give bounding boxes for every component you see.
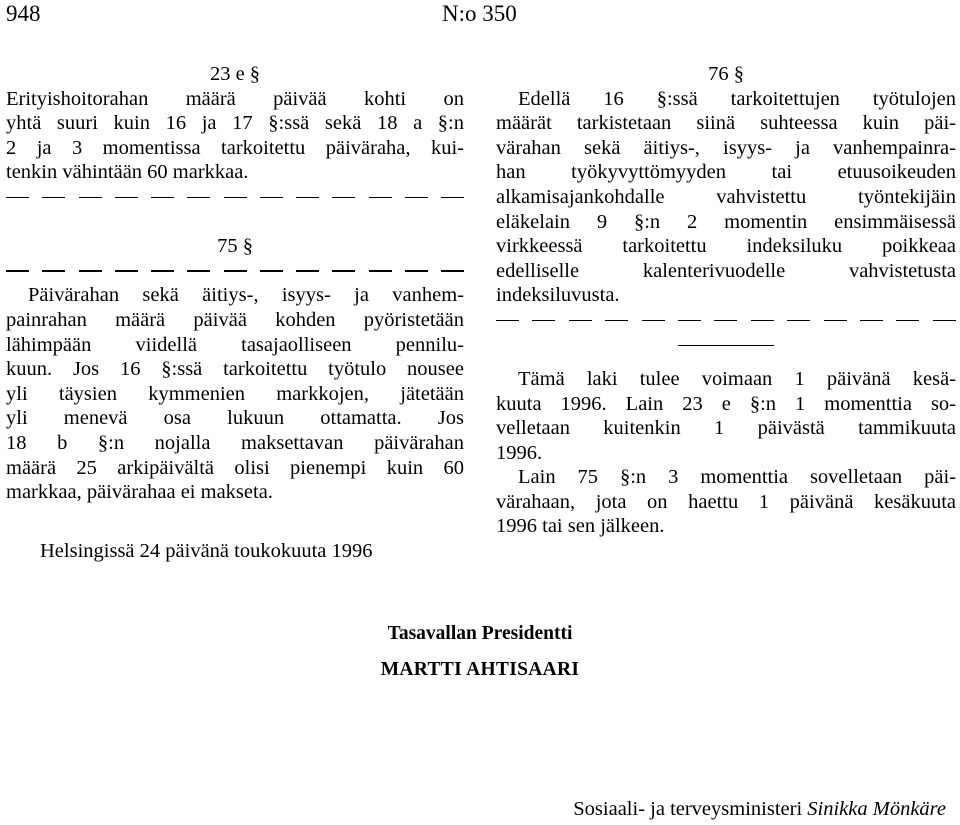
text-line: määrä 25 arkipäivältä olisi pienempi kuin 60 (6, 456, 464, 479)
text-line: 1996 tai sen jälkeen. (496, 515, 665, 538)
text-line: Edellä 16 §:ssä tarkoitettujen työtulojen (518, 87, 956, 110)
statute-number: N:o 350 (442, 1, 517, 26)
page-number: 948 (6, 1, 41, 26)
text-line: värahaan, jota on haettu 1 päivänä kesäkuuta (496, 490, 956, 513)
minister-name: Sinikka Mönkäre (807, 798, 946, 820)
president-name: MARTTI AHTISAARI (380, 659, 580, 680)
text-line: Päivärahan sekä äitiys-, isyys- ja vanhem- (28, 284, 464, 307)
minister-signature (573, 796, 946, 822)
text-line: eläkelain 9 §:n 2 momentin ensimmäisessä (496, 210, 956, 233)
text-line: yhtä suuri kuin 16 ja 17 §:ssä sekä 18 a §:n (6, 112, 464, 135)
text-line: tenkin vähintään 60 markkaa. (6, 161, 249, 184)
text-line: Lain 75 §:n 3 momenttia sovelletaan päi- (518, 466, 956, 489)
text-line: markkaa, päivärahaa ei makseta. (6, 481, 273, 504)
omission-dashes (496, 308, 956, 333)
text-line: määrät tarkistetaan siinä suhteessa kuin päi- (496, 112, 956, 135)
section-76-heading: 76 § (708, 63, 744, 85)
text-line: virkkeessä tarkoitettu indeksiluku poikkeaa (496, 235, 956, 258)
text-line: Tämä laki tulee voimaan 1 päivänä kesä- (518, 367, 956, 390)
signatory-office: Tasavallan Presidentti (387, 623, 573, 644)
text-line: velletaan kuitenkin 1 päivästä tammikuuta (496, 417, 956, 440)
minister-title: Sosiaali- ja terveysministeri (573, 798, 803, 820)
omission-dashes (6, 185, 464, 210)
text-line: yli menevä osa lukuun ottamatta. Jos (6, 407, 464, 430)
place-and-date: Helsingissä 24 päivänä toukokuuta 1996 (40, 540, 373, 562)
text-line: han työkyvyttömyyden tai etuusoikeuden (496, 161, 956, 184)
right-column (496, 62, 956, 539)
section-rule (678, 345, 774, 346)
section-75-heading: 75 § (217, 235, 253, 258)
text-line: edelliselle kalenterivuodelle vahvistetusta (496, 259, 956, 282)
text-line: värahan sekä äitiys-, isyys- ja vanhempainra- (496, 136, 956, 159)
text-line: 2 ja 3 momentissa tarkoitettu päiväraha, kui- (6, 136, 464, 159)
text-line: indeksiluvusta. (496, 284, 620, 307)
text-line: painrahan määrä päivää kohden pyöristetään (6, 308, 464, 331)
text-line: kuuta 1996. Lain 23 e §:n 1 momenttia so- (496, 392, 956, 415)
text-line: 18 b §:n nojalla maksettavan päivärahan (6, 431, 464, 454)
text-line: 1996. (496, 441, 543, 464)
text-line: yli täysien kymmenien markkojen, jätetään (6, 382, 464, 405)
section-23e-heading: 23 e § (209, 63, 261, 85)
text-line: alkamisajankohdalle vahvistettu työntekijäin (496, 185, 956, 208)
text-line: Erityishoitorahan määrä päivää kohti on (6, 87, 464, 110)
text-line: kuun. Jos 16 §:ssä tarkoitettu työtulo nousee (6, 358, 464, 381)
text-line: lähimpään viidellä tasajaolliseen pennilu- (6, 333, 464, 356)
omission-dashes (6, 259, 464, 284)
left-column (6, 62, 464, 505)
